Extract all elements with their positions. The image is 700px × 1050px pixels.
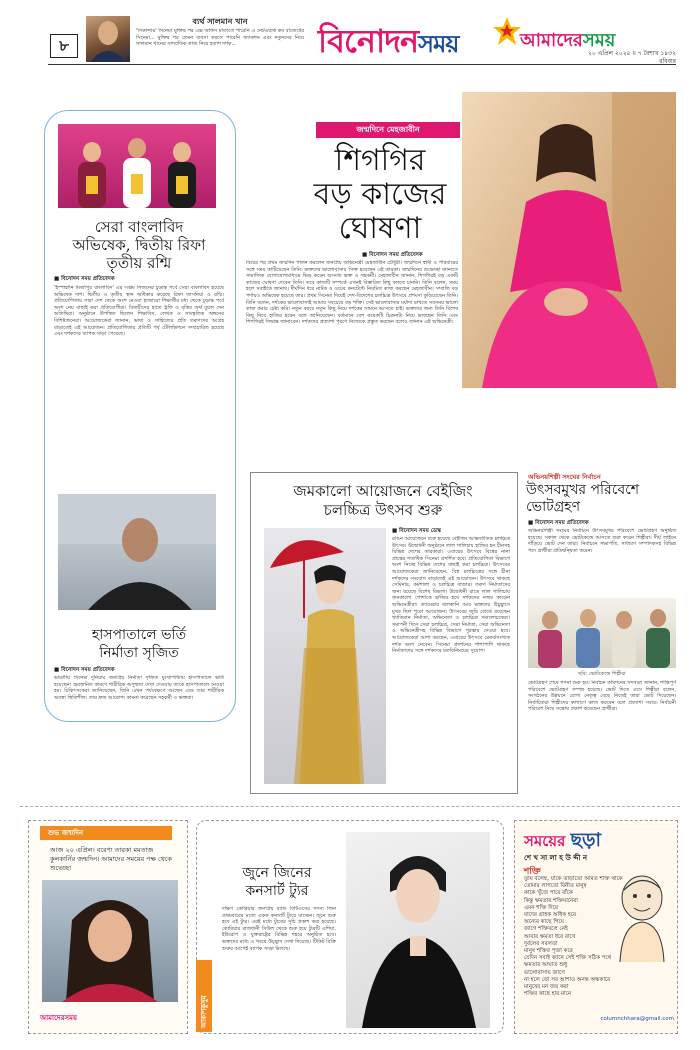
beijing-headline-line1: জমকালো আয়োজনে বেইজিং (293, 482, 473, 500)
story2-headline-line1: হাসপাতালে ভর্তি (91, 627, 187, 643)
mehazabien-photo (462, 92, 676, 388)
concert-headline (218, 864, 336, 900)
vote-headline-line2: ভোটগ্রহণ (526, 499, 581, 515)
award-winners-illustration (58, 124, 216, 208)
portrait-illustration (42, 880, 178, 1002)
story2-headline-line2: নির্মাতা সৃজিত (99, 645, 179, 661)
concert-body: দক্ষিণ কোরিয়ার জনপ্রিয় ব্যান্ড বিটিএসের সদস্য জিন প্রথমবারের মতো একক কনসার্ট ট্যুরে যাচ্ছেন। জুনে শুরু হবে এই ট্যুর। এরই মধ্যে ট্যুরের সূচি প্রকাশ করা হয়েছে। কোরিয়ার রাজধানী সিউল থেকে শুরু হয়ে ট্যুরটি এশিয়া, ইউরোপ ও যুক্তরাষ্ট্রের বিভিন্ন শহরে অনুষ্ঠিত হবে। ভক্তদের মধ্যে এ খবরে উচ্ছ্বাস দেখা দিয়েছে। টিকিট বিক্রি শুরুর আগেই ব্যাপক সাড়া মিলছে। (222, 906, 336, 952)
brand-main: আমাদের (520, 30, 583, 51)
feature-headline-line2: বড় কাজের (313, 177, 447, 212)
feature-headline-line3: ঘোষণা (338, 211, 422, 246)
column-text: 'সিকান্দার' সিনেমা মুক্তির পর এক্স অফিস মাতাতে পারেনি এ নেটওয়ার্ক কম বাজেটের সিনেমা... মুক্তির পর তেমন ব্যবসা করতে পারেনি অ্যাকশন এবং নতুনদের নিয়ে সালমান খানের সাম্প্রতিক কাজ নিয়ে হতাশ দর্শক... (136, 28, 304, 48)
person-silhouette-icon (86, 16, 130, 62)
concert-headline-line2: কনসার্ট ট্যুর (245, 883, 309, 899)
rhyme-title-2: ছড়া (570, 829, 602, 851)
rhyme-poem: তুমি বলেছ, যাকে তাড়াতো অমিত শক্তি থাকে তোমার লাগতো বিনীত মানুষ কাকে খুঁজে পাবে বাঁকে কিন্তু ক্ষমতার শক্তিমানেরা এমন শক্তি দিয়ে যাদের গ্রাহক অধিক হয়ে অন্যের কাছে গিয়ে জাগে শক্তিবলে নেই আবার ক্ষমতা ধরে রাখে দুর্বলের সবলতা মানুষ শক্তির পূজা করে যেদিন সবাই জানে সেই শক্তি সঠিক পথে ক্ষমতার আঘাত শুধু ভালোবাসায় জাগে না হলে তো সব আশাও অনন্ত অন্ধকারে মানুষের মন জয় করা শক্তির কাছে হার মানে (524, 876, 623, 998)
page-number: ৮ (50, 34, 78, 58)
vote-body-top: অভিনয়শিল্পী সংঘের নির্বাচনে উৎসবমুখর পরিবেশে ভোটগ্রহণ অনুষ্ঠিত হয়েছে। সকাল থেকে ভোটকেন্দ্রে আসতে শুরু করেন শিল্পীরা। দীর্ঘ লাইনে দাঁড়িয়ে ভোট দেন তারা। নির্বাচনে সভাপতি, সাধারণ সম্পাদকসহ বিভিন্ন পদে প্রার্থীরা প্রতিদ্বন্দ্বিতা করেন। (528, 528, 676, 554)
vote-body-bottom: ভোটগ্রহণ শেষে গণনা শুরু হয়। নির্বাচন কমিশনের সদস্যরা জানান, শান্তিপূর্ণ পরিবেশে ভোটগ্রহণ সম্পন্ন হয়েছে। ভোট দিতে এসে শিল্পীরা বলেন, সংগঠনের উন্নয়নে যোগ্য নেতৃত্ব বেছে নিতেই তারা ভোট দিয়েছেন। নির্বাচিতরা শিল্পীদের কল্যাণে কাজ করবেন বলে প্রত্যাশা সবার। নির্বাচনী পরিবেশ নিয়ে সন্তোষ প্রকাশ করেছেন প্রার্থীরা। (528, 680, 676, 713)
feature-body: বিয়ের পর প্রথম জন্মদিন পালন করলেন জনপ্রিয় অভিনেত্রী মেহজাবীন চৌধুরী। জন্মদিনে স্বামী ও পরিবারের সঙ্গে সময় কাটিয়েছেন তিনি। ভক্তদের ভালোবাসায় সিক্ত হয়েছেন এই তারকা। জন্মদিনের শুভেচ্ছা জানাতে সামাজিক যোগাযোগমাধ্যমে ভিড় করেন অসংখ্য ভক্ত ও সহকর্মী। মেহজাবীন জানান, শিগগিরই বড় একটি কাজের ঘোষণা দেবেন তিনি। তবে কাজটি সম্পর্কে এখনই বিস্তারিত কিছু বলতে চাননি। তিনি বলেন, সময় হলে সবাইকে জানাব। দীর্ঘদিন ধরে নাটক ও ওয়েব কনটেন্টে নিয়মিত কাজ করছেন মেহজাবীন। সম্প্রতি বড় পর্দায়ও অভিষেক হয়েছে তার। প্রথম সিনেমা দিয়েই দেশ-বিদেশের চলচ্চিত্র উৎসবে প্রশংসা কুড়িয়েছেন তিনি। তিনি বলেন, দর্শকের ভালোবাসাই আমার সবচেয়ে বড় শক্তি। সেই ভালোবাসার মর্যাদা রাখতে সবসময় ভালো কাজ করার চেষ্টা করি। নতুন বছরে নতুন কিছু নিয়ে দর্শকের সামনে আসতে চাই। ভক্তদের জন্য তিনি বিশেষ কিছু নিয়ে হাজির হবেন বলে জানিয়েছেন। বর্তমানে বেশ কয়েকটি চিত্রনাট্য নিয়ে ভাবছেন তিনি এবং শিগগিরই সিদ্ধান্ত জানাবেন। দর্শকদের প্রত্যাশা পূরণে নিজেকে প্রস্তুত করছেন বলেও জানান এই অভিনেত্রী। (246, 260, 458, 326)
rhyme-poem-title: শক্তি (524, 867, 541, 877)
birthday-text: আজ ২০ এপ্রিল। বরেণ্য তারকা মমতাজ কুলকার্নির জন্মদিন। আমাদের সময়ের পক্ষ থেকে শুভেচ্ছা (50, 846, 172, 872)
bottom-section-rule (20, 806, 680, 807)
story1-byline: ■ বিনোদন সময় প্রতিবেদক (54, 276, 115, 282)
rhyme-title-1: সময়ের (524, 832, 566, 850)
feature-byline: ■ বিনোদন সময় প্রতিবেদক (362, 252, 423, 258)
actress-illustration (462, 92, 676, 388)
birthday-logo: আমাদেরসময় (40, 1014, 78, 1022)
portrait-illustration (58, 494, 216, 610)
masthead-sub: সময় (418, 30, 459, 58)
header-rule (48, 64, 676, 65)
award-photo (58, 124, 216, 208)
date-line: ২০ এপ্রিল ২০২৫ ॥ ৭ বৈশাখ ১৪৩২ (588, 50, 676, 57)
concert-headline-line1: জুনে জিনের (242, 865, 312, 881)
vote-byline: ■ বিনোদন সময় প্রতিবেদক (528, 520, 589, 526)
rhyme-author: শে খ সা লা হ উ দ্দী ন (524, 854, 588, 862)
birthday-photo (42, 880, 178, 1002)
srijit-photo (58, 494, 216, 610)
salman-photo (86, 16, 130, 62)
vote-kicker: অভিনয়শিল্পী সংঘের নির্বাচন (528, 473, 601, 481)
brand-sub: সময় (582, 30, 616, 51)
story1-headline-line3: তৃতীয় রশ্মি (106, 254, 172, 272)
concert-side-tab-text: আকাশকুসুম (200, 995, 208, 1028)
feature-headline-line1: শিগগির (334, 143, 426, 178)
voters-illustration (528, 598, 676, 668)
birthday-label: শুভ জন্মদিন (40, 826, 172, 840)
beijing-headline-line2: চলচ্চিত্র উৎসব শুরু (323, 501, 443, 519)
beijing-photo (264, 528, 386, 784)
beijing-body: রঙিন আয়োজনে শুরু হয়েছে বেইজিং আন্তর্জাতিক চলচ্চিত্র উৎসব। উদ্বোধনী অনুষ্ঠানে লাল গালিচায় হাজির হন চীনসহ বিভিন্ন দেশের তারকারা। এবারের উৎসবে বিশ্বের নানা প্রান্তের শতাধিক সিনেমা প্রদর্শিত হবে। প্রতিযোগিতা বিভাগে অংশ নিচ্ছে বিভিন্ন দেশের বাছাই করা চলচ্চিত্র। উৎসবের আয়োজকেরা জানিয়েছেন, বিশ্ব চলচ্চিত্রের সঙ্গে চীনা দর্শকদের সংযোগ বাড়াতেই এই আয়োজন। উৎসবে থাকছে সেমিনার, কর্মশালা ও চলচ্চিত্র বাজার। তরুণ নির্মাতাদের জন্য রয়েছে বিশেষ বিভাগ। উদ্বোধনী রাতে লাল গালিচায় জমকালো পোশাকে হাজির হয়ে দর্শকদের নজর কাড়েন অভিনেত্রীরা। ক্যামেরার ঝলকানি আর ভক্তদের উচ্ছ্বাসে মুখর ছিল পুরো আয়োজন। উৎসবের জুরি বোর্ডে রয়েছেন খ্যাতিমান নির্মাতা, অভিনেতা ও চলচ্চিত্র সমালোচকেরা। সমাপনী দিনে সেরা চলচ্চিত্র, সেরা নির্মাতা, সেরা অভিনেতা ও অভিনেত্রীসহ বিভিন্ন বিভাগে পুরস্কার দেওয়া হবে। আয়োজকেরা আশা করছেন, এবারের উৎসবে রেকর্ডসংখ্যক দর্শক অংশ নেবেন। সিনেমা প্রদর্শনের পাশাপাশি থাকছে নির্মাতাদের সঙ্গে দর্শকদের মতবিনিময়ের সুযোগ। (392, 536, 510, 655)
vote-headline-line1: উৎসবমুখর পরিবেশে (526, 482, 640, 498)
masthead-main: বিনোদন (318, 22, 419, 60)
story1-headline-line1: সেরা বাংলাবিদ (94, 218, 184, 236)
feature-kicker: জন্মদিনে মেহজাবীন (316, 122, 460, 138)
beijing-byline: ■ বিনোদন সময় ডেস্ক (392, 528, 442, 534)
red-carpet-illustration (264, 528, 386, 784)
jin-photo (346, 832, 490, 1028)
singer-illustration (346, 832, 490, 1028)
day-label: রবিবার (659, 58, 676, 65)
feature-headline (300, 144, 460, 246)
column-title: ব্যর্থ সালমান খান (192, 16, 248, 26)
story2-headline (50, 626, 228, 662)
rhyme-email: columnchhara@gmail.com (600, 1016, 674, 1022)
story1-headline (50, 218, 228, 272)
story1-headline-line2: অভিষেক, দ্বিতীয় রিফা (72, 236, 206, 254)
star-icon (492, 16, 522, 46)
story1-body: 'ইস্পাহানি মির্জাপুর বাংলাবিদ' এর সপ্তম সিজনের চূড়ান্ত পর্বে সেরা বাংলাবিদ হয়েছে অভিষেক দাশ। দ্বিতীয় ও তৃতীয় স্থান অধিকার করেছে রিফা তাসনিয়া ও রশ্মি। প্রতিযোগিতায় সারা দেশ থেকে অংশ নেওয়া হাজারো শিক্ষার্থীর মধ্য থেকে চূড়ান্ত পর্বে অংশ নেয় বাছাই করা প্রতিযোগীরা। বিজয়ীদের হাতে ট্রফি ও বৃত্তির অর্থ তুলে দেন অতিথিরা। অনুষ্ঠানে উপস্থিত ছিলেন শিক্ষাবিদ, লেখক ও সাংস্কৃতিক অঙ্গনের বিশিষ্টজনেরা। আয়োজকেরা জানান, ভাষা ও সাহিত্যের প্রতি তরুণদের আগ্রহ বাড়াতেই এই আয়োজন। প্রতিযোগিতার প্রতিটি পর্ব টেলিভিশনে সম্প্রচারিত হয়েছে এবং দর্শকদের ব্যাপক সাড়া পেয়েছে। (54, 285, 224, 338)
vote-headline (526, 482, 676, 516)
vote-caption: ছবি: ভোটকেন্দ্রে শিল্পীরা (578, 671, 626, 677)
story2-byline: ■ বিনোদন সময় প্রতিবেদক (54, 667, 115, 673)
beijing-headline (256, 482, 510, 520)
story2-body: ভারতীয় সিনেমা দুনিয়ার জনপ্রিয় নির্মাতা সৃজিত মুখোপাধ্যায় হাসপাতালে ভর্তি হয়েছেন। জ্বরজনিত কারণে শারীরিক অসুস্থতা দেখা দেওয়ায় তাকে হাসপাতালে নেওয়া হয়। চিকিৎসকেরা জানিয়েছেন, তিনি এখন পর্যবেক্ষণে আছেন এবং তার শারীরিক অবস্থা স্থিতিশীল। তার দ্রুত আরোগ্য কামনা করেছেন সহকর্মী ও ভক্তরা। (54, 675, 224, 701)
masthead (318, 16, 458, 70)
vote-photo (528, 598, 676, 668)
